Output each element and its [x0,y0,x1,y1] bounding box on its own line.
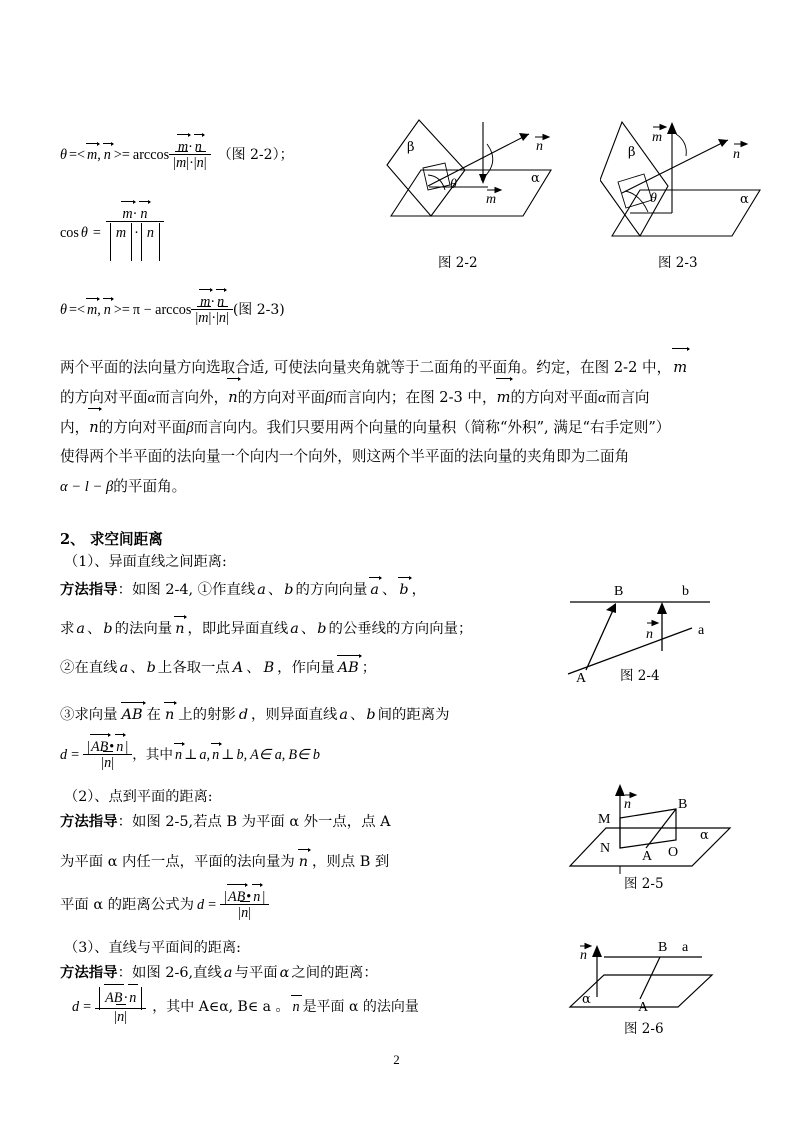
method1-vec-a: a [370,582,380,598]
step3-var-a: a [339,707,348,723]
formula-theta-pi-arccos [60,295,285,326]
step3-c: 上的射影 [178,707,236,723]
formula3-comma: , [97,301,101,318]
method2-c: ，则点 B 到 [312,854,390,870]
fig24-label-n: n [646,627,653,642]
method2-b: 为平面 α 内任一点，平面的法向量为 [60,854,295,870]
para-line2-a: 的方向对平面 [60,389,148,406]
fig22-label-n: n [536,139,543,154]
fd1-numerator: |AB• n | [83,739,132,755]
fig23-caption: 图 2-3 [658,255,698,271]
para-line2-f: 而言向 [605,389,650,406]
fd1-d: d [60,746,68,763]
fd2-num-AB: AB [227,888,246,905]
page-number: 2 [393,1052,400,1067]
formula3-theta: θ [60,301,67,318]
fig23-label-n: n [733,147,740,162]
method1-vec-b: b [399,582,409,598]
step3-vec-AB: AB [121,707,143,723]
fd2-denominator: |n| [238,904,252,921]
formula3-eq-close: >= [113,301,130,318]
fig25-label-N: N [600,841,611,856]
method2-vec-n: n [298,854,309,870]
step2-b: 、 [130,660,145,676]
fd2-prefix: 平面 α 的距离公式为 [60,896,194,913]
figure-2-2 [383,108,568,271]
fd1-eq: = [71,746,80,763]
fig25-label-B: B [678,797,688,812]
fd3-num-AB: AB [105,989,123,1006]
fig22-label-theta: θ [450,177,457,192]
formula3-eq-open: =< [68,301,85,318]
fig26-label-n: n [580,948,587,963]
figure-2-5 [562,778,777,892]
para-line-5 [60,472,735,502]
step3-d: ，则异面直线 [251,707,338,723]
para-line5-b: 的平面角。 [113,478,187,495]
fig23-label-beta: β [628,145,636,160]
para-line2-m: m [497,382,511,413]
fig23-label-m: m [652,130,663,145]
formula1-num-dot: · [188,138,193,155]
method1-b: 、 [267,582,283,598]
para-line3-c: 而言向内。我们只要用两个向量的向量积（简称“外积”, 满足“右手定则”） [193,419,671,436]
method3-c: 之间的距离： [291,965,378,981]
formula2-num-n: n [140,205,148,222]
formula2-den-dot: · [134,224,139,241]
formula3-fraction [191,294,232,325]
method-colon-1: ： [117,582,132,598]
fig26-label-B: B [658,940,668,955]
fd1-cond-n2: n [212,746,220,763]
formula1-arccos: arccos [132,146,170,163]
formula1-numerator [169,139,210,155]
method-colon-2: ： [117,814,132,830]
para-line3-beta: β [186,420,194,436]
formula1-denominator: |m|·|n| [173,154,207,171]
method1-var-b: b [284,582,294,598]
formula2-num-m: m [122,205,133,222]
step3-d-var: d [238,707,249,723]
method1-e: ， [411,582,427,598]
fd2-den-n: n [241,904,249,921]
method3-a: 如图 2-6,直线 [131,965,222,981]
fig22-label-beta: β [407,140,415,155]
subsection-2-title: （2）、点到平面的距离: [64,789,213,805]
fd2-fraction [220,889,269,920]
para-line-4 [60,442,735,472]
fd1-cond-a: a, [199,746,211,763]
step2-e: ，作向量 [277,660,335,676]
fd1-cond-Aa: A∈ a, [250,746,286,763]
method1-a: 如图 2-4, ①作直线 [131,582,256,598]
fig25-label-O: O [668,845,679,860]
formula3-pi-arccos: π − arccos [132,301,192,318]
step1b-b: 、 [87,621,102,637]
method-guide-2-line2 [60,850,389,871]
para-line4-text: 使得两个半平面的法向量一个向内一个向外，则这两个半平面的法向量的夹角即为二面角 [60,448,630,465]
formula1-m: m [87,146,98,163]
formula3-num-m: m [200,293,211,310]
para-line2-alpha2: α [598,390,606,406]
figure-2-3 [600,108,785,271]
formula2-den-n: n [146,224,154,241]
para-line-1 [60,352,735,382]
fig25-label-alpha: α [700,828,709,843]
formula3-den-n: n [218,309,226,326]
formula2-cos: cos [60,224,79,241]
fig23-label-alpha: α [740,192,749,207]
formula1-num-m: m [177,138,189,155]
method-step-2 [60,656,376,677]
fig24-caption: 图 2-4 [620,668,660,684]
formula1-den-n: n [196,154,204,171]
formula1-eq-open: =< [68,146,85,163]
step1b-var-a: a [76,621,85,637]
fd3-fraction [95,989,146,1024]
fig24-label-a: a [698,623,705,638]
para-line2-n: n [228,382,237,413]
fig24-label-B: B [614,584,624,599]
fd2-eq: = [208,896,217,913]
step1b-f: 的公垂线的方向向量； [328,621,473,637]
fd1-cond-b: b, [236,746,248,763]
method2-a: 如图 2-5,若点 B 为平面 α 外一点，点 A [131,814,391,830]
para-line2-beta: β [325,390,333,406]
formula-distance-skew-lines [60,740,320,771]
fd3-denominator: |n| [114,1008,128,1025]
step2-f: ； [361,660,377,676]
method3-b: 与平面 [234,965,278,981]
step3-var-b: b [366,707,376,723]
fd1-fraction [83,739,132,770]
formula1-n: n [103,146,111,163]
fig22-caption: 图 2-2 [438,255,478,271]
fig25-label-A: A [642,849,653,864]
fig26-label-a: a [682,940,689,955]
formula3-num-dot: · [210,293,216,310]
fig24-label-A: A [576,671,587,683]
para-line2-c: 的方向对平面 [237,389,326,406]
formula2-eq: = [92,224,101,241]
formula1-den-m: m [175,154,187,171]
fd1-denominator: |n| [101,754,115,771]
fd3-cond-nbar: n [292,998,300,1015]
fig25-label-n: n [624,797,631,812]
para-line2-e: 的方向对平面 [510,389,599,406]
step2-a: ②在直线 [60,660,118,676]
para-line2-b: 而言向外， [155,389,229,406]
fd3-eq: = [83,998,92,1015]
step3-f: 间的距离为 [377,707,450,723]
step3-a: ③求向量 [60,707,118,723]
formula3-numerator [191,294,232,310]
formula-cos-theta [60,207,164,260]
method3-var-a: a [223,965,233,981]
fig26-caption: 图 2-6 [624,1021,664,1037]
step1b-a: 求 [60,621,75,637]
para-line1-text: 两个平面的法向量方向选取合适, 可使法向量夹角就等于二面角的平面角。约定，在图 2-2 中， [60,359,672,376]
subsection-1-title: （1）、异面直线之间距离: [64,554,227,570]
fd1-cond-n1: n [174,746,183,763]
fd2-d: d [197,896,205,913]
step1b-var-a2: a [290,621,299,637]
formula-distance-point-plane [60,890,269,921]
fd1-num-AB: AB [90,738,109,755]
formula2-denominator [106,222,164,259]
method1-var-a: a [257,582,266,598]
fd3-numerator: AB·n [95,989,146,1009]
step1b-var-b: b [103,621,113,637]
fd1-cond-1: ，其中 [132,746,173,763]
formula1-fraction [169,139,210,170]
para-line5-alpha-l-beta: α − l − β [60,479,114,495]
step3-vec-n: n [164,707,175,723]
fd1-den-n: n [104,754,112,771]
method1-c: 的方向向量 [295,582,368,598]
formula3-m: m [87,301,98,318]
formula-theta-arccos [60,140,294,171]
step1b-e: 、 [300,621,316,637]
formula1-eq-close: >= [113,146,130,163]
fd3-num-n: n [129,989,137,1006]
fig25-label-M: M [598,812,611,827]
fd2-num-n: n [253,888,261,905]
figure-2-4 [562,578,777,683]
step2-var-a: a [119,660,129,676]
fd3-den-n: n [117,1008,125,1025]
step1b-d: ，即此异面直线 [187,621,289,637]
para-line-2 [60,382,735,412]
method-guide-3 [60,961,378,982]
method-label-2: 方法指导 [60,813,118,830]
section-heading-2: 2、 求空间距离 [60,531,163,548]
para-line1-m: m [673,352,687,383]
para-line3-a: 内， [60,419,90,436]
formula2-den-m: m [115,224,127,241]
para-line3-b: 的方向对平面 [98,419,187,436]
step2-B: B [263,660,275,676]
method1-d: 、 [382,582,397,598]
fd1-perp2: ⊥ [221,746,235,763]
formula3-den-m: m [198,309,209,326]
para-line2-alpha1: α [147,390,156,406]
fig23-label-theta: θ [650,191,657,206]
formula-distance-line-plane [72,990,419,1025]
fd3-cond-a: ，其中 A∈α, B∈ a 。 [152,998,290,1015]
formula1-theta: θ [60,146,67,163]
subsection-3-title: （3）、直线与平面间的距离: [64,940,241,956]
formula2-theta: θ [80,224,88,241]
formula1-comma: , [97,146,101,163]
formula1-num-n: n [194,138,202,155]
formula3-denominator: |m|·|n| [195,309,229,326]
formula1-figref: （图 2-2）； [217,146,294,163]
fd1-num-n: n [116,738,124,755]
step2-vec-AB: AB [337,660,359,676]
step3-b: 在 [146,707,161,723]
formula2-numerator [106,206,164,222]
para-line3-n: n [89,412,98,443]
fd1-perp1: ⊥ [184,746,198,763]
fig26-label-alpha: α [582,992,591,1007]
step2-A: A [232,660,244,676]
method-label-1: 方法指导 [60,581,118,598]
fig22-label-m: m [486,192,497,207]
step3-e: 、 [349,707,365,723]
step2-d: 、 [246,660,261,676]
paragraph-normal-vectors [60,352,735,502]
formula2-num-dot: · [132,205,138,222]
step2-c: 上各取一点 [157,660,230,676]
fig25-caption: 图 2-5 [624,876,664,892]
formula2-fraction [106,206,164,259]
formula3-figref: (图 2-3) [232,301,285,318]
method3-alpha: α [279,965,290,981]
fig24-label-b: b [682,584,689,599]
step1b-vec-n: n [175,621,185,637]
step2-var-b: b [146,660,156,676]
fig26-label-A: A [638,1000,649,1015]
formula3-num-n: n [217,293,225,310]
para-line2-d: 而言向内；在图 2-3 中， [332,389,497,406]
figure-2-6 [562,933,777,1037]
method-label-3: 方法指导 [60,964,118,981]
formula3-n: n [103,301,111,318]
method-guide-1 [60,578,426,599]
para-line-3 [60,412,735,442]
step1b-var-b2: b [317,621,327,637]
method-guide-2 [60,810,391,831]
fd1-cond-Bb: B∈ b [288,746,321,763]
fd2-numerator: |AB• n | [220,889,269,905]
fd3-d: d [72,998,80,1015]
method-colon-3: ： [117,965,132,981]
method-step-3 [60,703,450,724]
step1b-c: 的法向量 [114,621,173,637]
fd3-cond-b: 是平面 α 的法向量 [302,998,419,1015]
fig22-label-alpha: α [531,171,540,186]
method-step-1b [60,617,472,638]
